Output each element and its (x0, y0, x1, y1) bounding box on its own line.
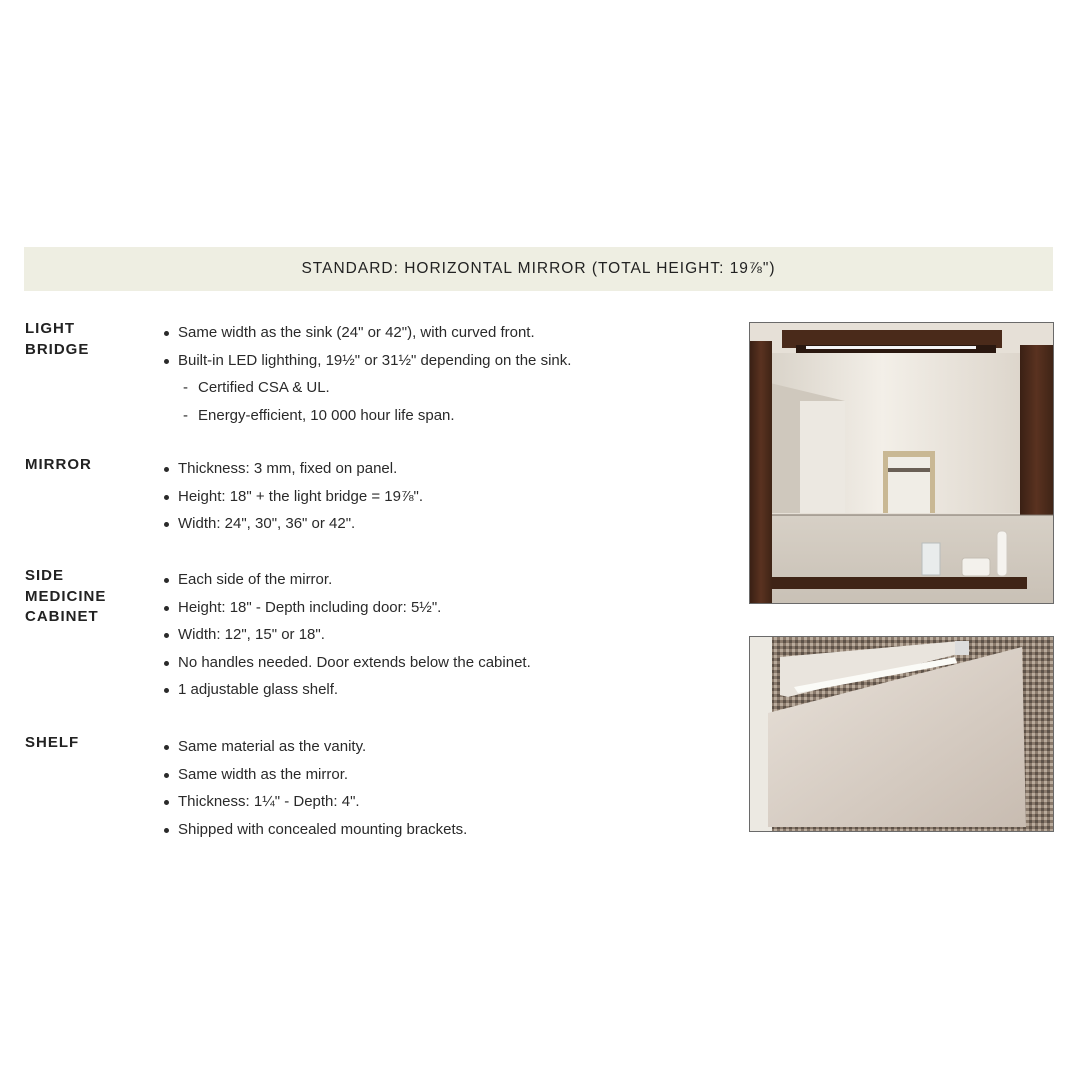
label-line: SHELF (25, 734, 80, 751)
spec-subitem: - Certified CSA & UL. (161, 374, 571, 402)
section-label (25, 455, 145, 476)
label-line: LIGHT (25, 320, 75, 337)
spec-item: No handles needed. Door extends below the cabinet. (161, 649, 531, 677)
spec-item: Height: 18" - Depth including door: 5½". (161, 594, 531, 622)
spec-item: Height: 18" + the light bridge = 19⅞". (161, 483, 423, 511)
mirror-illustration (750, 323, 1053, 603)
label-line: SIDE (25, 567, 65, 584)
section-banner (24, 247, 1053, 291)
section-label (25, 566, 145, 628)
spec-item: Same material as the vanity. (161, 733, 467, 761)
spec-item: Built-in LED lighthing, 19½" or 31½" depending on the sink. (161, 347, 571, 375)
reflection-doorway (800, 401, 845, 513)
label-line: CABINET (25, 608, 99, 625)
jar-item (962, 558, 990, 576)
spec-item: Each side of the mirror. (161, 566, 531, 594)
label-line: MEDICINE (25, 587, 107, 605)
spec-item: 1 adjustable glass shelf. (161, 676, 531, 704)
spec-list (161, 455, 423, 538)
led-strip (806, 346, 976, 349)
banner-title: STANDARD: HORIZONTAL MIRROR (TOTAL HEIGHT: 19⅞") (301, 260, 776, 277)
glass-item (922, 543, 940, 575)
spec-item: Same width as the sink (24" or 42"), with curved front. (161, 319, 571, 347)
spec-list (161, 566, 531, 704)
spec-list (161, 319, 571, 429)
left-medicine-cabinet (750, 341, 772, 603)
right-medicine-cabinet (1020, 345, 1053, 515)
spec-item: Thickness: 1¼" - Depth: 4". (161, 788, 467, 816)
spec-item: Thickness: 3 mm, fixed on panel. (161, 455, 423, 483)
wood-shelf (772, 577, 1027, 589)
spec-list (161, 733, 467, 843)
section-label (25, 319, 145, 360)
label-line: MIRROR (25, 456, 92, 473)
bracket (955, 641, 969, 655)
section-label (25, 733, 145, 754)
spec-item: Same width as the mirror. (161, 761, 467, 789)
lower-wall (772, 515, 1053, 603)
label-line: BRIDGE (25, 340, 90, 358)
spec-item: Width: 24", 30", 36" or 42". (161, 510, 423, 538)
spec-item: Width: 12", 15" or 18". (161, 621, 531, 649)
tube-item (997, 531, 1007, 576)
spec-subitem: - Energy-efficient, 10 000 hour life span. (161, 402, 571, 430)
reflection-frame-inner (888, 457, 930, 513)
light-bridge-closeup-photo (749, 636, 1054, 832)
spec-item: Shipped with concealed mounting brackets. (161, 816, 467, 844)
light-bridge-illustration (750, 637, 1053, 831)
mirror-with-wood-light-bridge-and-shelf-photo (749, 322, 1054, 604)
reflection-rail (888, 468, 930, 472)
